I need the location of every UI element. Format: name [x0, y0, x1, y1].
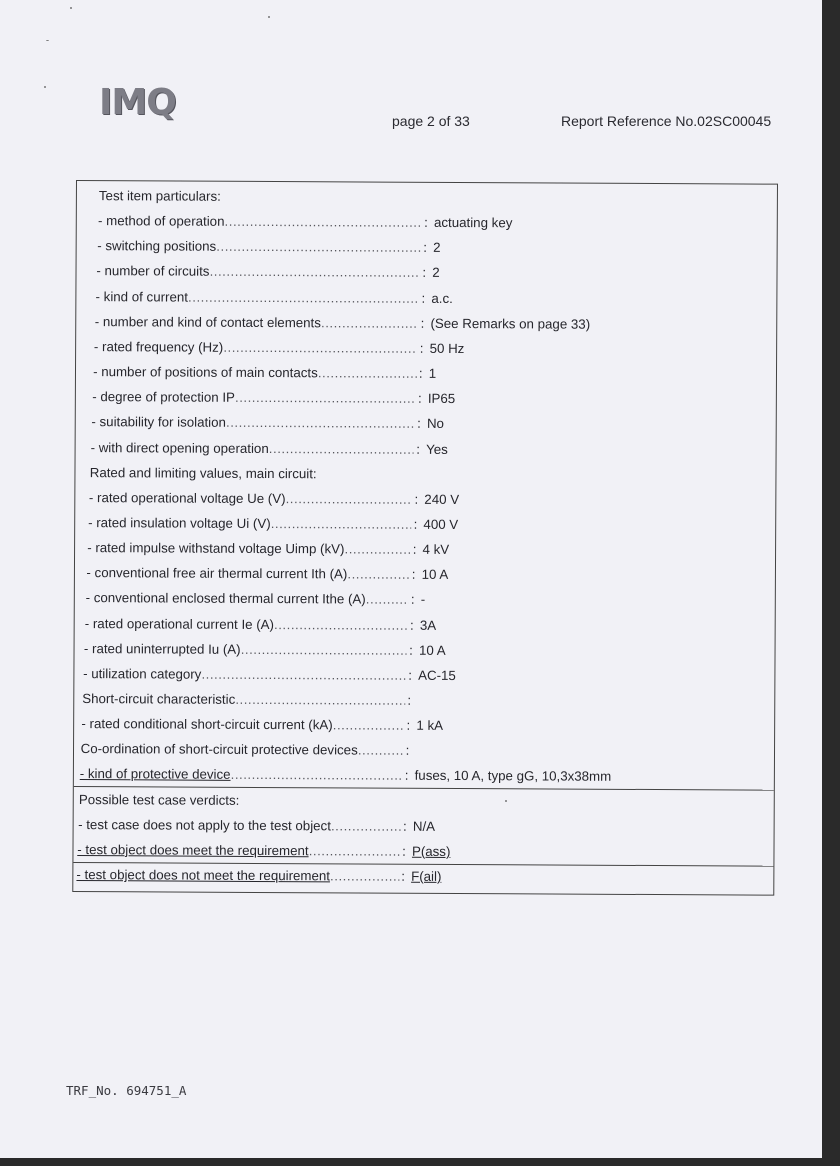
row-value: fuses, 10 A, type gG, 10,3x38mm — [414, 768, 612, 785]
row-value: 4 kV — [422, 541, 450, 558]
row-label: - rated operational current Ie (A) — [84, 615, 275, 632]
leader-dots — [271, 514, 412, 535]
table-row — [74, 689, 774, 713]
table-row — [75, 614, 775, 638]
row-label: - number of circuits — [96, 263, 210, 280]
table-row — [75, 488, 775, 512]
leader-dots — [201, 665, 406, 686]
row-label: - switching positions — [97, 238, 217, 255]
scan-speck — [70, 7, 72, 9]
leader-dots — [333, 715, 405, 735]
row-label: - rated insulation voltage Ui (V) — [88, 515, 271, 531]
row-label: - rated conditional short-circuit current (kA) — [81, 716, 333, 733]
table-row — [75, 513, 775, 537]
row-colon: : — [410, 592, 415, 608]
scan-speck — [505, 800, 507, 802]
row-colon: : — [422, 265, 427, 281]
leader-dots — [210, 262, 421, 283]
row-label: Rated and limiting values, main circuit: — [89, 464, 317, 481]
row-colon: : — [417, 390, 422, 407]
scan-speck — [44, 86, 46, 88]
test-item-particulars-table — [72, 180, 778, 896]
table-row — [74, 639, 774, 663]
leader-dots — [347, 565, 409, 585]
row-colon: : — [423, 240, 428, 256]
leader-dots — [358, 741, 404, 761]
row-label: - number of positions of main contacts — [93, 364, 318, 381]
leader-dots — [330, 866, 399, 886]
table-row — [75, 588, 775, 612]
table-row — [74, 815, 774, 839]
table-row — [76, 312, 776, 336]
leader-dots — [269, 439, 414, 460]
leader-dots — [309, 841, 400, 861]
row-colon: : — [421, 290, 426, 306]
row-value: IP65 — [427, 391, 456, 407]
row-value: 50 Hz — [429, 340, 465, 356]
row-value: 3A — [419, 617, 437, 633]
row-colon: : — [402, 818, 407, 834]
row-label: - rated operational voltage Ue (V) — [88, 489, 286, 506]
row-label: - with direct opening operation — [90, 439, 269, 456]
leader-dots — [241, 640, 407, 661]
row-colon: : — [402, 843, 406, 859]
row-value: 1 — [428, 365, 437, 381]
table-row — [74, 739, 774, 763]
leader-dots — [231, 765, 403, 786]
row-value: 10 A — [419, 642, 446, 658]
row-colon: : — [405, 743, 410, 759]
row-label: Co-ordination of short-circuit protective devices — [80, 741, 358, 758]
row-value: 10 A — [421, 567, 449, 583]
leader-dots — [235, 388, 416, 409]
row-colon: : — [420, 315, 425, 331]
row-label: - method of operation — [98, 213, 225, 229]
row-label: - degree of protection IP — [92, 389, 235, 406]
row-label: Test item particulars: — [98, 188, 221, 204]
table-row — [76, 362, 776, 386]
table-row — [76, 438, 776, 462]
scan-speck — [268, 16, 270, 18]
leader-dots — [321, 313, 419, 334]
row-label: - rated frequency (Hz) — [93, 338, 224, 355]
row-label: - test object does not meet the requirement — [76, 867, 331, 884]
leader-dots — [188, 287, 419, 308]
table-row — [75, 563, 775, 587]
row-colon: : — [416, 441, 420, 457]
row-value: 400 V — [423, 516, 459, 532]
leader-dots — [345, 540, 411, 560]
table-row — [73, 840, 773, 864]
row-value: Yes — [426, 441, 448, 457]
row-colon: : — [408, 667, 413, 683]
row-colon: : — [414, 491, 419, 507]
row-value: 1 kA — [416, 717, 444, 734]
row-label: - conventional enclosed thermal current Ithe (A) — [85, 590, 366, 607]
leader-dots — [286, 489, 413, 510]
leader-dots — [235, 690, 405, 711]
leader-dots — [223, 338, 417, 359]
row-label: - number and kind of contact elements — [94, 313, 321, 331]
row-value: No — [426, 416, 445, 432]
row-colon: : — [411, 567, 416, 583]
table-row — [76, 287, 776, 311]
table-row — [74, 790, 774, 814]
row-value: N/A — [412, 818, 436, 834]
table-row — [75, 538, 775, 562]
row-label: - utilization category — [83, 665, 202, 682]
row-label: - suitability for isolation — [91, 414, 226, 431]
row-value: P(ass) — [411, 843, 451, 859]
row-colon: : — [412, 541, 417, 557]
row-label: Possible test case verdicts: — [78, 791, 240, 808]
row-value: a.c. — [431, 290, 453, 306]
report-reference: Report Reference No.02SC00045 — [561, 113, 772, 129]
table-row — [76, 261, 776, 285]
leader-dots — [274, 615, 408, 636]
row-value: 240 V — [424, 491, 460, 507]
table-row — [73, 865, 773, 889]
row-label: - test case does not apply to the test object — [78, 816, 331, 834]
table-row — [76, 337, 776, 361]
row-value: actuating key — [433, 215, 513, 231]
table-row — [77, 211, 777, 235]
row-value: 2 — [433, 240, 441, 256]
row-colon: : — [409, 642, 413, 658]
row-label: - rated impulse withstand voltage Uimp (kV) — [87, 540, 345, 557]
row-value: AC-15 — [418, 667, 456, 683]
row-label: - rated uninterrupted Iu (A) — [83, 640, 241, 657]
trf-number: TRF_No. 694751_A — [66, 1083, 187, 1098]
leader-dots — [366, 590, 409, 610]
table-row — [76, 412, 776, 436]
row-value: (See Remarks on page 33) — [430, 315, 591, 332]
row-label: - test object does meet the requirement — [77, 841, 309, 859]
row-label: - kind of current — [95, 288, 189, 305]
row-value: - — [420, 592, 426, 608]
table-row — [76, 387, 776, 411]
row-label: - kind of protective device — [79, 766, 231, 783]
table-row — [77, 236, 777, 260]
row-colon: : — [406, 717, 411, 733]
row-colon: : — [419, 340, 424, 356]
row-value: F(ail) — [411, 868, 442, 884]
table-row — [74, 664, 774, 688]
leader-dots — [226, 413, 415, 434]
row-colon: : — [418, 365, 423, 381]
row-colon: : — [417, 416, 421, 432]
row-label: Short-circuit characteristic — [82, 691, 236, 707]
leader-dots — [216, 237, 421, 258]
row-colon: : — [401, 868, 405, 884]
row-colon: : — [404, 768, 409, 784]
table-row — [77, 186, 777, 210]
imq-logo: IMQ — [99, 82, 176, 123]
table-row — [74, 714, 774, 738]
row-label: - conventional free air thermal current Ith (A) — [86, 565, 348, 582]
table-row — [75, 463, 775, 487]
leader-dots — [318, 363, 417, 384]
row-colon: : — [413, 516, 418, 532]
leader-dots — [331, 816, 401, 836]
row-colon: : — [407, 692, 412, 708]
row-colon: : — [410, 617, 414, 633]
scan-speck — [46, 40, 49, 41]
row-colon: : — [424, 214, 428, 230]
table-row — [74, 764, 774, 788]
leader-dots — [225, 212, 423, 233]
page-number: page 2 of 33 — [392, 113, 470, 129]
row-value: 2 — [432, 265, 440, 281]
